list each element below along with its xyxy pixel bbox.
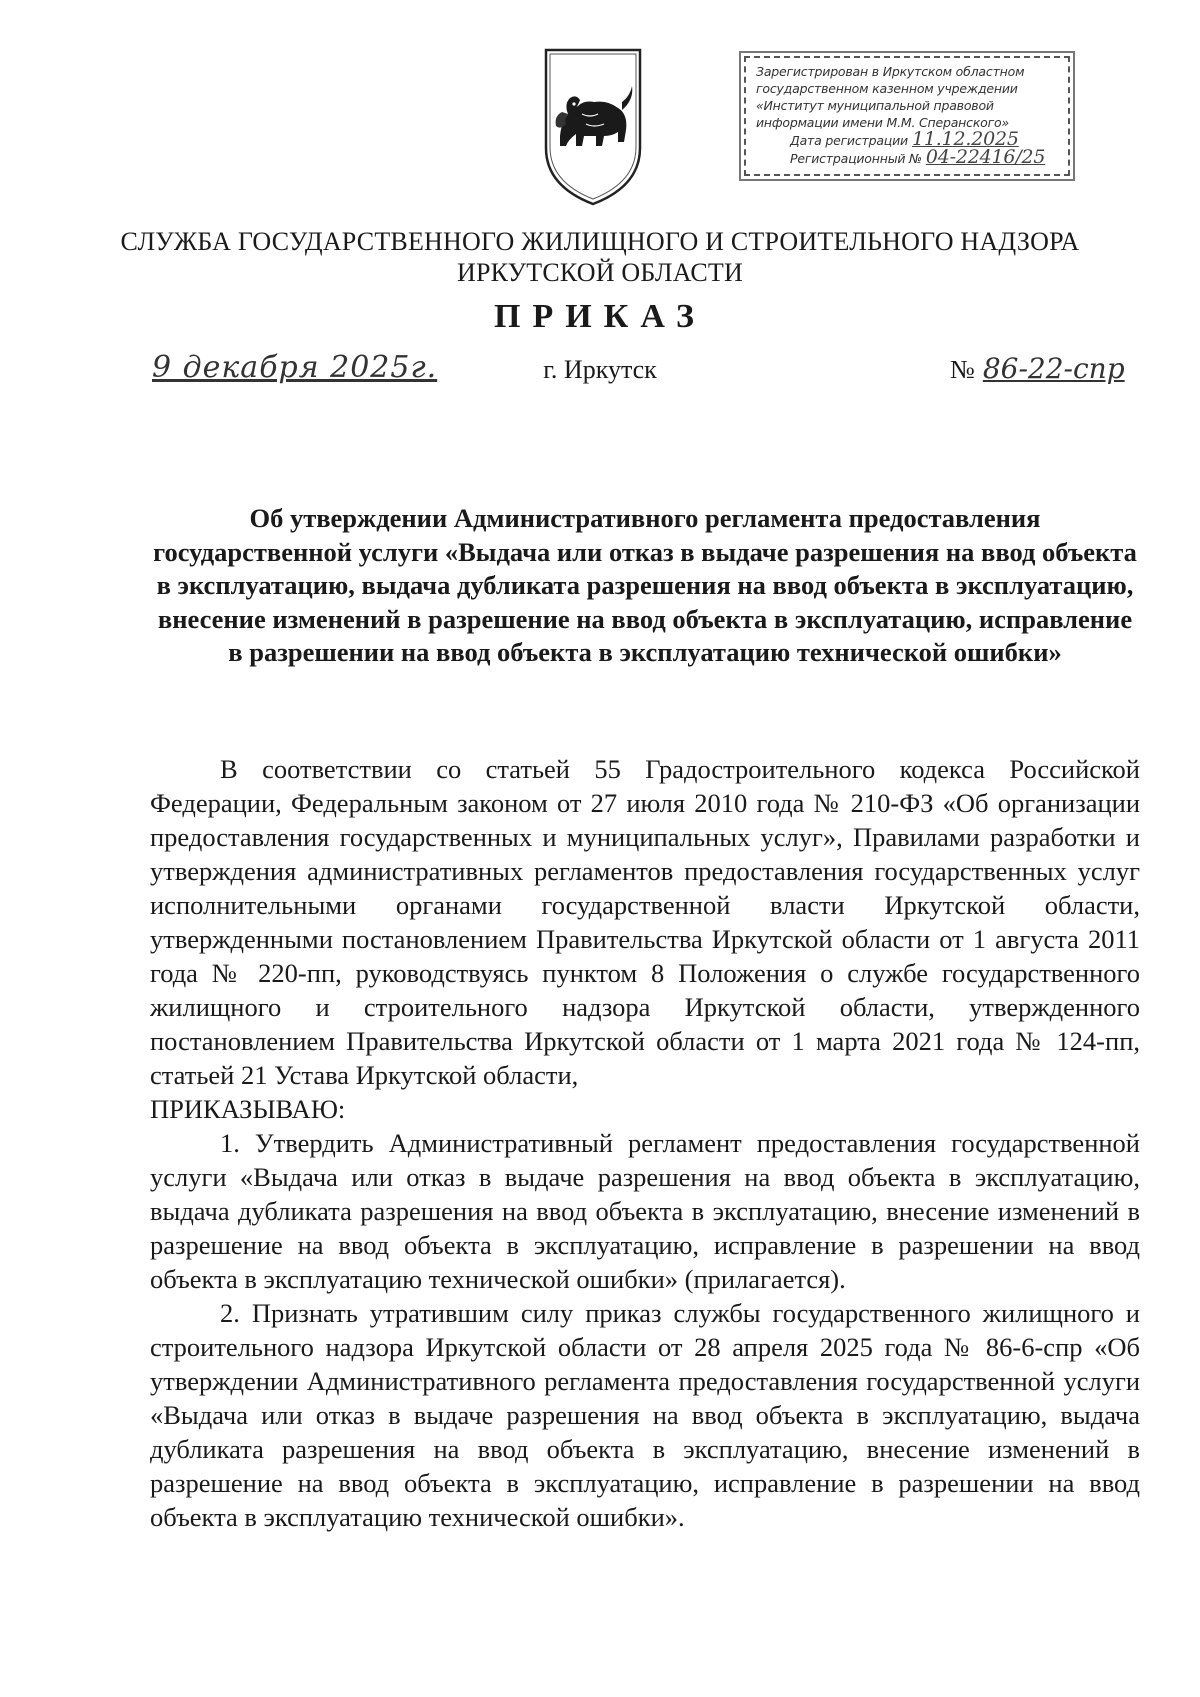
stamp-line: Зарегистрирован в Иркутском областном	[756, 64, 1025, 79]
stamp-line: информации имени М.М. Сперанского»	[756, 115, 1009, 130]
preamble-paragraph: В соответствии со статьей 55 Градостроительного кодекса Российской Федерации, Федеральным законом от 27 июля 2010 года № 210-ФЗ «Об организации предоставления государственных и муниципальных услуг», Правилами разработки и утверждения административных регламентов предоставления государственных услуг исполнительными органами государственной власти Иркутской области, утвержденными постановлением Правительства Иркутской области от 1 августа 2011 года № 220-пп, руководствуясь пунктом 8 Положения о службе государственного жилищного и строительного надзора Иркутской области, утвержденного постановлением Правительства Иркутской области от 1 марта 2021 года № 124-пп, статьей 21 Устава Иркутской области,	[150, 754, 1140, 1090]
stamp-date-value: 11.12.2025	[911, 128, 1019, 150]
handwritten-date: 9 декабря 2025г.	[152, 350, 438, 385]
agency-name-line1: СЛУЖБА ГОСУДАРСТВЕННОГО ЖИЛИЩНОГО И СТРОИТЕЛЬНОГО НАДЗОРА	[120, 227, 1080, 256]
order-word: ПРИКАЗЫВАЮ:	[150, 1094, 346, 1124]
order-item-1: 1. Утвердить Административный регламент предоставления государственной услуги «Выдача или отказ в выдаче разрешения на ввод объекта в эксплуатацию, выдача дубликата разрешения на ввод объекта в эксплуатацию, внесение изменений в разрешение на ввод объекта в эксплуатацию, исправление в разрешении на ввод объекта в эксплуатацию технической ошибки» (прилагается).	[150, 1128, 1140, 1294]
agency-name-line2: ИРКУТСКОЙ ОБЛАСТИ	[456, 258, 743, 287]
number-prefix: №	[950, 355, 975, 384]
stamp-number-label: Регистрационный №	[790, 151, 922, 166]
city-label: г. Иркутск	[543, 355, 657, 384]
stamp-line: «Институт муниципальной правовой	[756, 98, 994, 113]
order-number	[950, 352, 1125, 385]
document-subject: Об утверждении Административного регламента предоставления государственной услуги «Выдача или отказ в выдаче разрешения на ввод объекта в эксплуатацию, выдача дубликата разрешения на ввод объекта в эксплуатацию, внесение изменений в разрешение на ввод объекта в эксплуатацию, исправление в разрешении на ввод объекта в эксплуатацию технической ошибки»	[153, 503, 1137, 667]
handwritten-number: 86-22-спр	[982, 352, 1125, 385]
stamp-number-value: 04-22416/25	[925, 146, 1046, 168]
document-body	[150, 752, 1140, 1534]
stamp-date-label: Дата регистрации	[790, 133, 908, 148]
stamp-line: государственном казенном учреждении	[756, 81, 1018, 96]
stamp-number-row	[756, 146, 1060, 168]
order-item-2: 2. Признать утратившим силу приказ службы государственного жилищного и строительного надзора Иркутской области от 28 апреля 2025 года № 86-6-спр «Об утверждении Административного регламента предоставления государственной услуги «Выдача или отказ в выдаче разрешения на ввод объекта в эксплуатацию, выдача дубликата разрешения на ввод объекта в эксплуатацию, внесение изменений в разрешение на ввод объекта в эксплуатацию, исправление в разрешении на ввод объекта в эксплуатацию технической ошибки».	[150, 1298, 1140, 1532]
coat-of-arms-emblem	[538, 44, 648, 210]
document-type-title: ПРИКАЗ	[494, 298, 706, 335]
registration-stamp	[744, 56, 1070, 176]
